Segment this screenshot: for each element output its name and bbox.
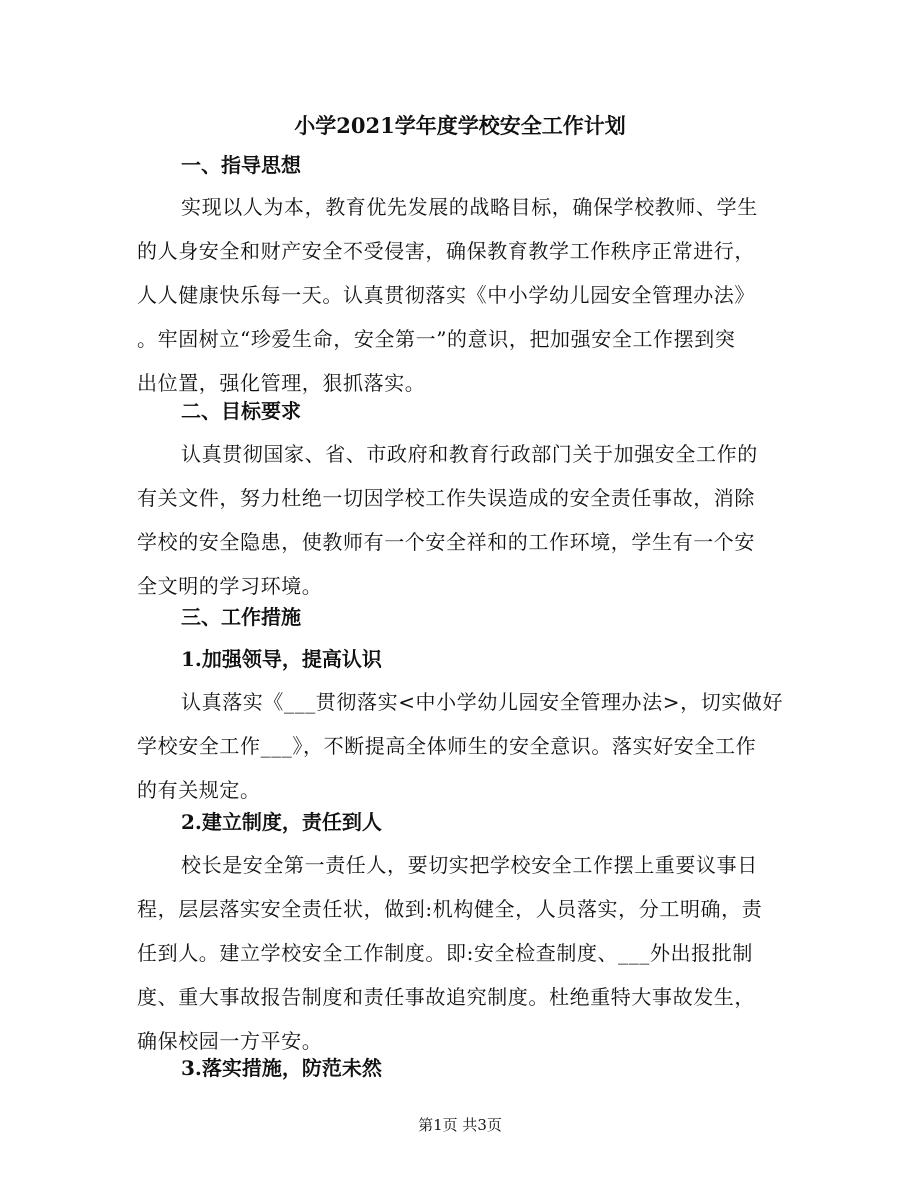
paragraph-line: 学校安全工作___》，不断提高全体师生的安全意识。落实好安全工作 bbox=[137, 734, 757, 758]
paragraph-line: 校长是安全第一责任人，要切实把学校安全工作摆上重要议事日 bbox=[181, 853, 758, 877]
section-body-guiding-ideology bbox=[137, 185, 777, 405]
subsection-body-system bbox=[137, 843, 777, 1063]
paragraph-line: 人人健康快乐每一天。认真贯彻落实《中小学幼儿园安全管理办法》 bbox=[137, 283, 755, 307]
paragraph-line: 的人身安全和财产安全不受侵害，确保教育教学工作秩序正常进行， bbox=[137, 239, 755, 263]
paragraph-line: 认真贯彻国家、省、市政府和教育行政部门关于加强安全工作的 bbox=[181, 442, 758, 466]
section-heading-goals: 二、目标要求 bbox=[181, 399, 301, 423]
document-title: 小学2021学年度学校安全工作计划 bbox=[294, 113, 626, 138]
paragraph-line: 实现以人为本，教育优先发展的战略目标，确保学校教师、学生 bbox=[181, 195, 758, 219]
section-heading-measures: 三、工作措施 bbox=[181, 605, 301, 629]
paragraph-line: 程，层层落实安全责任状，做到:机构健全，人员落实，分工明确，责 bbox=[137, 897, 763, 921]
paragraph-line: 有关文件，努力杜绝一切因学校工作失误造成的安全责任事故，消除 bbox=[137, 486, 755, 510]
paragraph-line: 。牢固树立“珍爱生命，安全第一”的意识，把加强安全工作摆到突 bbox=[137, 327, 736, 351]
section-body-goals bbox=[137, 432, 777, 608]
subsection-heading-leadership: 1.加强领导，提高认识 bbox=[181, 647, 382, 671]
paragraph-line: 学校的安全隐患，使教师有一个安全祥和的工作环境，学生有一个安 bbox=[137, 530, 755, 554]
paragraph-line: 任到人。建立学校安全工作制度。即:安全检查制度、___外出报批制 bbox=[137, 941, 753, 965]
paragraph-line: 的有关规定。 bbox=[137, 778, 261, 802]
subsection-heading-prevention: 3.落实措施，防范未然 bbox=[181, 1056, 382, 1080]
page-number-footer: 第1页 共3页 bbox=[418, 1116, 502, 1134]
paragraph-line: 出位置，强化管理，狠抓落实。 bbox=[137, 371, 426, 395]
paragraph-line: 确保校园一方平安。 bbox=[137, 1029, 323, 1053]
subsection-heading-system: 2.建立制度，责任到人 bbox=[181, 810, 382, 834]
paragraph-line: 认真落实《___贯彻落实<中小学幼儿园安全管理办法>，切实做好 bbox=[181, 690, 784, 714]
subsection-body-leadership bbox=[137, 680, 784, 812]
paragraph-line: 度、重大事故报告制度和责任事故追究制度。杜绝重特大事故发生， bbox=[137, 985, 755, 1009]
paragraph-line: 全文明的学习环境。 bbox=[137, 574, 323, 598]
section-heading-guiding-ideology: 一、指导思想 bbox=[181, 153, 301, 177]
